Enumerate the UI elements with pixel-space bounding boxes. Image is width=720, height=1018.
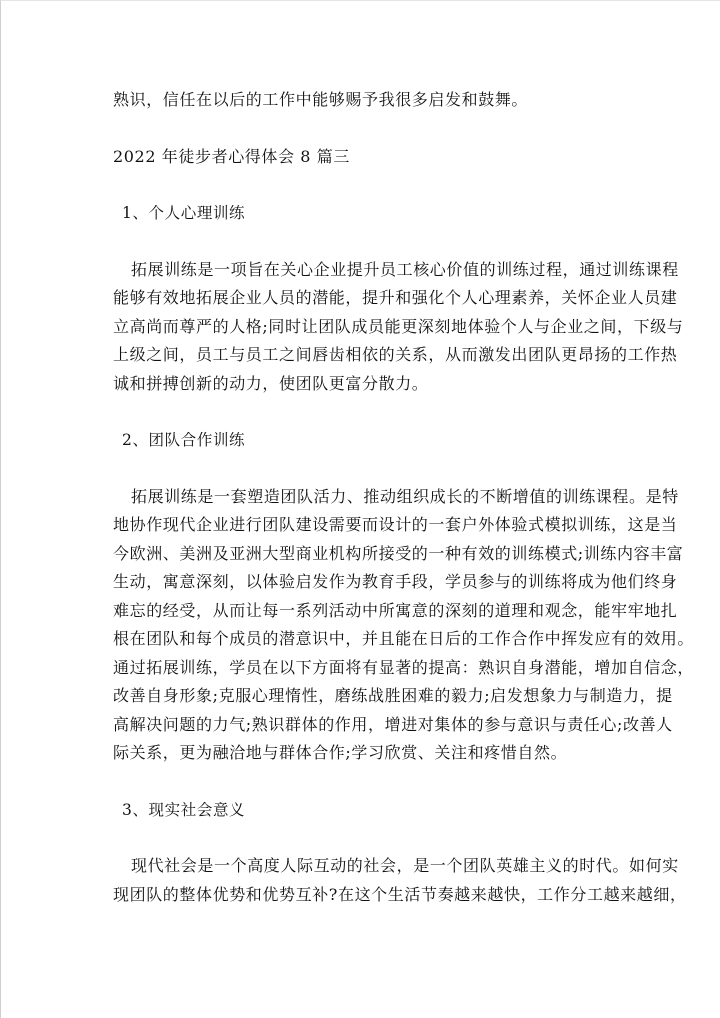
spacer bbox=[113, 455, 613, 483]
section-heading-1: 1、个人心理训练 bbox=[122, 204, 246, 222]
spacer bbox=[113, 171, 613, 199]
spacer bbox=[113, 824, 613, 852]
paragraph-line: 改善自身形象;克服心理惰性，磨练战胜困难的毅力;启发想象力与制造力，提 bbox=[113, 686, 673, 705]
paragraph-line: 难忘的经受，从而让每一系列活动中所寓意的深刻的道理和观念，能牢牢地扎 bbox=[113, 600, 678, 620]
document-body bbox=[113, 86, 695, 909]
paragraph-line: 现团队的整体优势和优势互补?在这个生活节奏越来越快，工作分工越来越细， bbox=[113, 884, 687, 904]
paragraph-line: 能够有效地拓展企业人员的潜能，提升和强化个人心理素养，关怀企业人员建 bbox=[113, 288, 678, 307]
paragraph-line: 今欧洲、美洲及亚洲大型商业机构所接受的一种有效的训练模式;训练内容丰富 bbox=[113, 543, 684, 563]
spacer bbox=[113, 768, 613, 796]
paragraph-line: 拓展训练是一项旨在关心企业提升员工核心价值的训练过程，通过训练课程 bbox=[131, 259, 679, 279]
paragraph-line: 拓展训练是一套塑造团队活力、推动组织成长的不断增值的训练课程。是特 bbox=[131, 486, 679, 506]
section-1-paragraph bbox=[113, 256, 684, 399]
section-2-paragraph bbox=[113, 483, 695, 768]
spacer bbox=[113, 398, 613, 426]
paragraph-line: 际关系，更为融洽地与群体合作;学习欣赏、关注和疼惜自然。 bbox=[113, 743, 568, 762]
paragraph-line: 生动，寓意深刻，以体验启发作为教育手段，学员参与的训练将成为他们终身 bbox=[113, 572, 678, 591]
paragraph-line: 根在团队和每个成员的潜意识中，并且能在日后的工作合作中挥发应有的效用。 bbox=[113, 629, 695, 648]
paragraph-line: 高解决问题的力气;熟识群体的作用，增进对集体的参与意识与责任心;改善人 bbox=[113, 714, 673, 734]
paragraph-line: 通过拓展训练，学员在以下方面将有显著的提高：熟识自身潜能，增加自信念， bbox=[113, 657, 695, 677]
paragraph-line: 立高尚而尊严的人格;同时让团队成员能更深刻地体验个人与企业之间，下级与 bbox=[113, 316, 684, 336]
section-3-paragraph bbox=[113, 852, 687, 909]
spacer bbox=[113, 228, 613, 256]
paragraph-line: 上级之间，员工与员工之间唇齿相依的关系，从而激发出团队更昂扬的工作热 bbox=[113, 345, 678, 364]
paragraph-line: 诚和拼搏创新的动力，使团队更富分散力。 bbox=[113, 373, 429, 393]
paragraph-line: 地协作现代企业进行团队建设需要而设计的一套户外体验式模拟训练，这是当 bbox=[113, 515, 678, 534]
section-heading-3: 3、现实社会意义 bbox=[122, 800, 246, 819]
spacer bbox=[113, 115, 613, 143]
paragraph-line: 现代社会是一个高度人际互动的社会，是一个团队英雄主义的时代。如何实 bbox=[131, 856, 679, 875]
section-heading-2: 2、团队合作训练 bbox=[122, 431, 246, 449]
section-title: 2022 年徒步者心得体会 8 篇三 bbox=[113, 146, 350, 166]
opening-line: 熟识，信任在以后的工作中能够赐予我很多启发和鼓舞。 bbox=[113, 90, 529, 109]
